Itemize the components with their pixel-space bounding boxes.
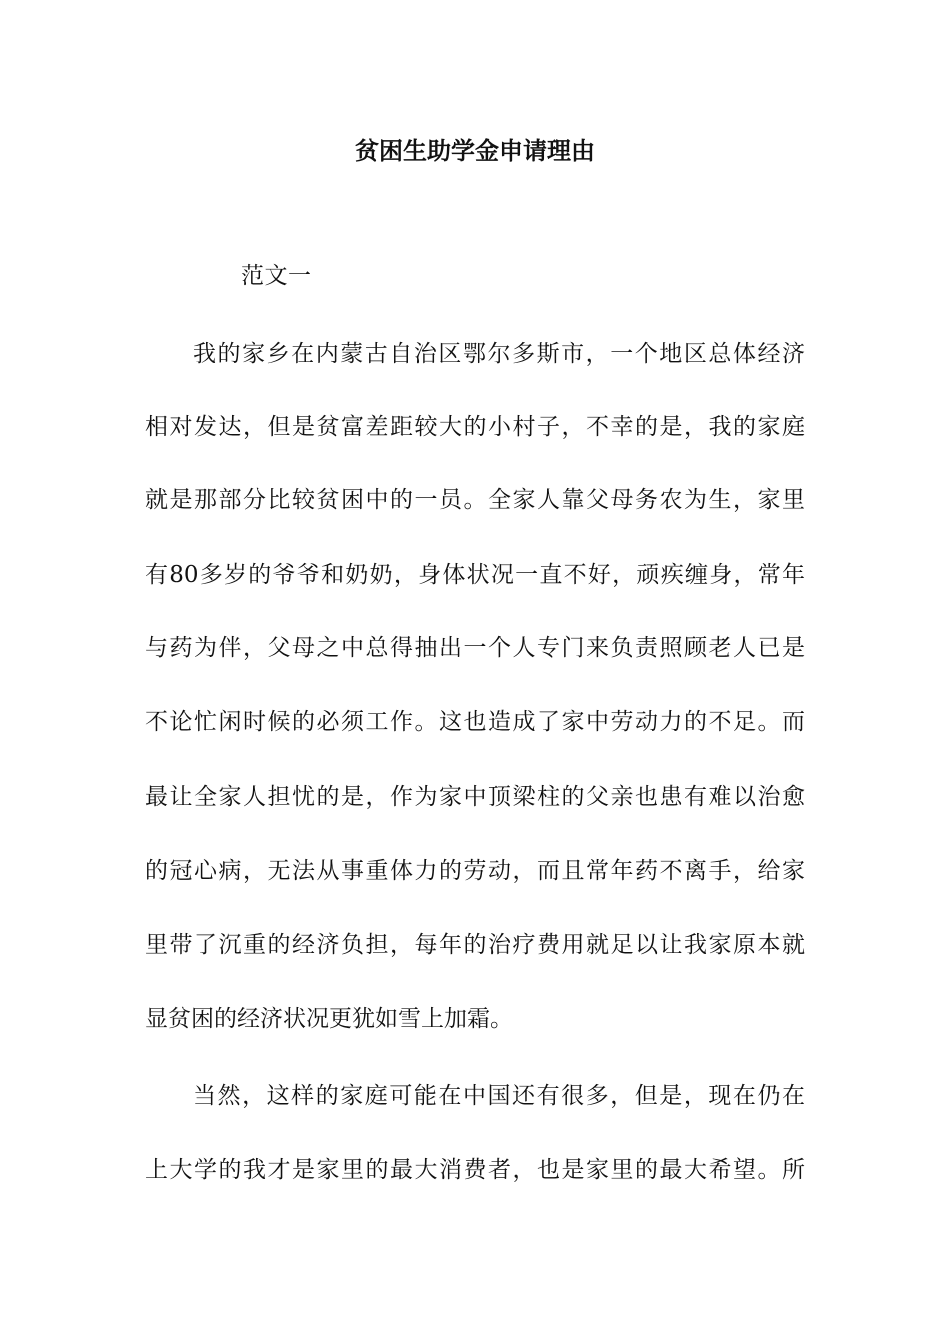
paragraph-1-line-6: 不论忙闲时候的必须工作。这也造成了家中劳动力的不足。而 [145,709,805,735]
paragraph-1-line-1: 我的家乡在内蒙古自治区鄂尔多斯市，一个地区总体经济 [193,341,805,367]
paragraph-1-line-3: 就是那部分比较贫困中的一员。全家人靠父母务农为生，家里 [145,487,805,513]
paragraph-1-line-2: 相对发达，但是贫富差距较大的小村子，不幸的是，我的家庭 [145,414,805,440]
paragraph-2-line-2: 上大学的我才是家里的最大消费者，也是家里的最大希望。所 [145,1157,805,1183]
paragraph-1-line-5: 与药为伴，父母之中总得抽出一个人专门来负责照顾老人已是 [145,635,805,661]
paragraph-1-line-8: 的冠心病，无法从事重体力的劳动，而且常年药不离手，给家 [145,858,805,884]
paragraph-1-line-4: 有80多岁的爷爷和奶奶，身体状况一直不好，顽疾缠身，常年 [145,562,805,588]
document-title: 贫困生助学金申请理由 [355,136,595,165]
paragraph-2-line-1: 当然，这样的家庭可能在中国还有很多，但是，现在仍在 [193,1083,805,1109]
paragraph-1-line-7: 最让全家人担忧的是，作为家中顶梁柱的父亲也患有难以治愈 [145,784,805,810]
paragraph-1-line-10: 显贫困的经济状况更犹如雪上加霜。 [145,1006,513,1032]
section-label: 范文一 [241,263,312,289]
paragraph-1-line-9: 里带了沉重的经济负担，每年的治疗费用就足以让我家原本就 [145,932,805,958]
